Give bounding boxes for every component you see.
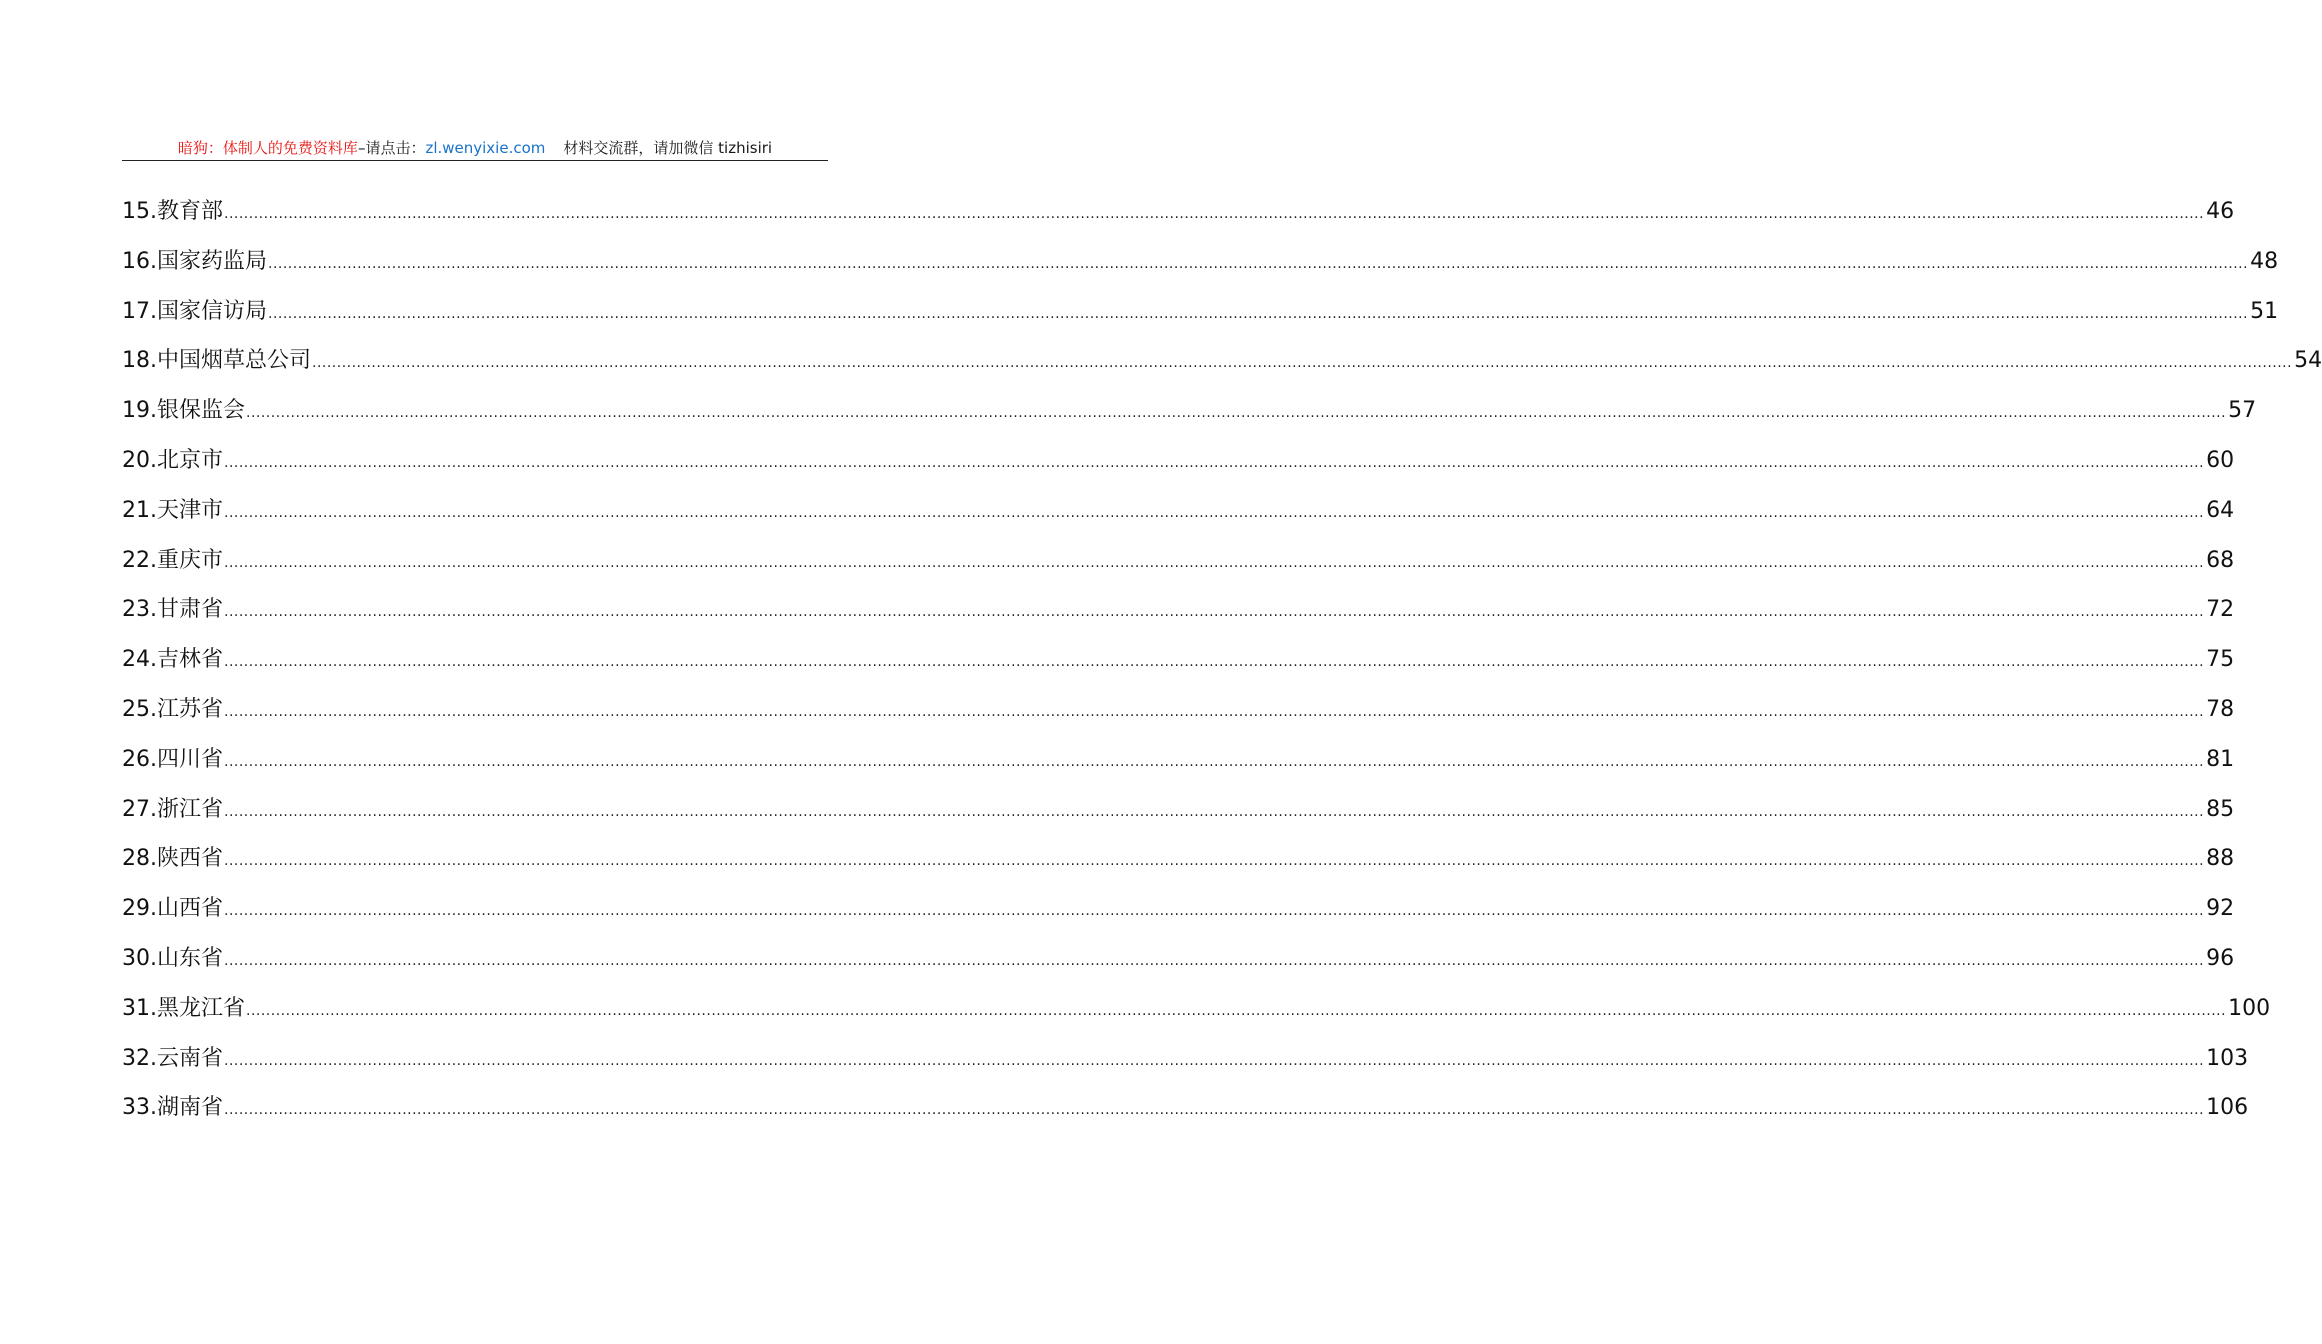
toc-entry-page-number: 72 bbox=[2206, 597, 2235, 623]
toc-dot-leader: ................................................................................................................................................................................................................................................................................................................................................................................................................ bbox=[224, 952, 2205, 969]
toc-entry[interactable] bbox=[122, 390, 2257, 440]
toc-entry[interactable] bbox=[122, 1087, 2249, 1137]
toc-dot-leader: ................................................................................................................................................................................................................................................................................................................................................................................................................ bbox=[224, 753, 2205, 770]
toc-entry-label: 20.北京市 bbox=[122, 447, 223, 473]
toc-dot-leader: ................................................................................................................................................................................................................................................................................................................................................................................................................ bbox=[224, 1052, 2205, 1069]
toc-entry[interactable] bbox=[122, 938, 2235, 988]
toc-dot-leader: ................................................................................................................................................................................................................................................................................................................................................................................................................ bbox=[246, 1002, 2227, 1019]
toc-entry-label: 16.国家药监局 bbox=[122, 248, 267, 274]
toc-entry[interactable] bbox=[122, 191, 2235, 241]
toc-entry[interactable] bbox=[122, 689, 2235, 739]
toc-dot-leader: ................................................................................................................................................................................................................................................................................................................................................................................................................ bbox=[224, 903, 2205, 920]
toc-dot-leader: ................................................................................................................................................................................................................................................................................................................................................................................................................ bbox=[224, 853, 2205, 870]
toc-entry[interactable] bbox=[122, 838, 2235, 888]
toc-entry-label: 21.天津市 bbox=[122, 497, 223, 523]
toc-entry-page-number: 46 bbox=[2206, 199, 2235, 224]
toc-entry-label: 22.重庆市 bbox=[122, 547, 223, 573]
toc-entry-label: 18.中国烟草总公司 bbox=[122, 348, 311, 374]
toc-dot-leader: ................................................................................................................................................................................................................................................................................................................................................................................................................ bbox=[224, 454, 2205, 471]
page-header bbox=[122, 136, 828, 160]
toc-dot-leader: ................................................................................................................................................................................................................................................................................................................................................................................................................ bbox=[224, 803, 2205, 820]
toc-entry[interactable] bbox=[122, 789, 2235, 839]
toc-entry-page-number: 78 bbox=[2206, 696, 2235, 722]
toc-entry[interactable] bbox=[122, 888, 2235, 938]
toc-dot-leader: ................................................................................................................................................................................................................................................................................................................................................................................................................ bbox=[312, 355, 2293, 372]
toc-entry[interactable] bbox=[122, 291, 2279, 341]
toc-entry[interactable] bbox=[122, 540, 2235, 590]
toc-dot-leader: ................................................................................................................................................................................................................................................................................................................................................................................................................ bbox=[224, 604, 2205, 621]
toc-entry[interactable] bbox=[122, 440, 2235, 490]
toc-entry-label: 28.陕西省 bbox=[122, 846, 223, 872]
toc-entry[interactable] bbox=[122, 739, 2235, 789]
toc-entry-label: 19.银保监会 bbox=[122, 398, 245, 424]
toc-dot-leader: ................................................................................................................................................................................................................................................................................................................................................................................................................ bbox=[224, 1102, 2205, 1119]
toc-entry-label: 15.教育部 bbox=[122, 199, 223, 224]
toc-entry-label: 23.甘肃省 bbox=[122, 597, 223, 623]
toc-entry[interactable] bbox=[122, 639, 2235, 689]
toc-dot-leader: ................................................................................................................................................................................................................................................................................................................................................................................................................ bbox=[224, 504, 2205, 521]
toc-entry[interactable] bbox=[122, 988, 2271, 1038]
header-wechat-note: 材料交流群，请加微信 tizhisiri bbox=[563, 139, 773, 157]
toc-dot-leader: ................................................................................................................................................................................................................................................................................................................................................................................................................ bbox=[224, 554, 2205, 571]
toc-entry-label: 29.山西省 bbox=[122, 896, 223, 922]
toc-entry-label: 24.吉林省 bbox=[122, 647, 223, 673]
toc-entry-page-number: 57 bbox=[2228, 398, 2257, 424]
toc-dot-leader: ................................................................................................................................................................................................................................................................................................................................................................................................................ bbox=[246, 405, 2227, 422]
toc-entry-page-number: 96 bbox=[2206, 945, 2235, 971]
table-of-contents bbox=[122, 191, 2322, 1137]
header-click-prompt: –请点击： bbox=[357, 139, 426, 157]
toc-entry[interactable] bbox=[122, 241, 2279, 291]
toc-entry[interactable] bbox=[122, 589, 2235, 639]
header-link[interactable]: zl.wenyixie.com bbox=[425, 139, 546, 157]
toc-entry-label: 30.山东省 bbox=[122, 945, 223, 971]
toc-entry-page-number: 64 bbox=[2206, 497, 2235, 523]
toc-dot-leader: ................................................................................................................................................................................................................................................................................................................................................................................................................ bbox=[224, 206, 2205, 222]
toc-entry-page-number: 92 bbox=[2206, 896, 2235, 922]
toc-entry[interactable] bbox=[122, 1038, 2249, 1088]
toc-entry-page-number: 106 bbox=[2206, 1095, 2249, 1121]
toc-entry-page-number: 51 bbox=[2250, 298, 2279, 324]
toc-dot-leader: ................................................................................................................................................................................................................................................................................................................................................................................................................ bbox=[268, 305, 2249, 322]
toc-entry-page-number: 68 bbox=[2206, 547, 2235, 573]
toc-entry-label: 27.浙江省 bbox=[122, 796, 223, 822]
toc-dot-leader: ................................................................................................................................................................................................................................................................................................................................................................................................................ bbox=[224, 654, 2205, 671]
toc-entry-label: 17.国家信访局 bbox=[122, 298, 267, 324]
toc-dot-leader: ................................................................................................................................................................................................................................................................................................................................................................................................................ bbox=[224, 703, 2205, 720]
toc-dot-leader: ................................................................................................................................................................................................................................................................................................................................................................................................................ bbox=[268, 255, 2249, 272]
toc-entry-page-number: 54 bbox=[2294, 348, 2322, 374]
toc-entry-label: 33.湖南省 bbox=[122, 1095, 223, 1121]
toc-entry-page-number: 81 bbox=[2206, 746, 2235, 772]
toc-entry-label: 26.四川省 bbox=[122, 746, 223, 772]
toc-entry[interactable] bbox=[122, 490, 2235, 540]
toc-entry-page-number: 75 bbox=[2206, 647, 2235, 673]
toc-entry-label: 31.黑龙江省 bbox=[122, 995, 245, 1021]
toc-entry-page-number: 48 bbox=[2250, 248, 2279, 274]
toc-entry-page-number: 88 bbox=[2206, 846, 2235, 872]
toc-entry-page-number: 85 bbox=[2206, 796, 2235, 822]
toc-entry-page-number: 103 bbox=[2206, 1045, 2249, 1071]
header-site-name: 暗狗：体制人的免费资料库 bbox=[177, 139, 358, 157]
toc-entry[interactable] bbox=[122, 340, 2322, 390]
header-rule bbox=[122, 160, 828, 161]
toc-entry-label: 25.江苏省 bbox=[122, 696, 223, 722]
toc-entry-page-number: 60 bbox=[2206, 447, 2235, 473]
toc-entry-label: 32.云南省 bbox=[122, 1045, 223, 1071]
toc-entry-page-number: 100 bbox=[2228, 995, 2271, 1021]
